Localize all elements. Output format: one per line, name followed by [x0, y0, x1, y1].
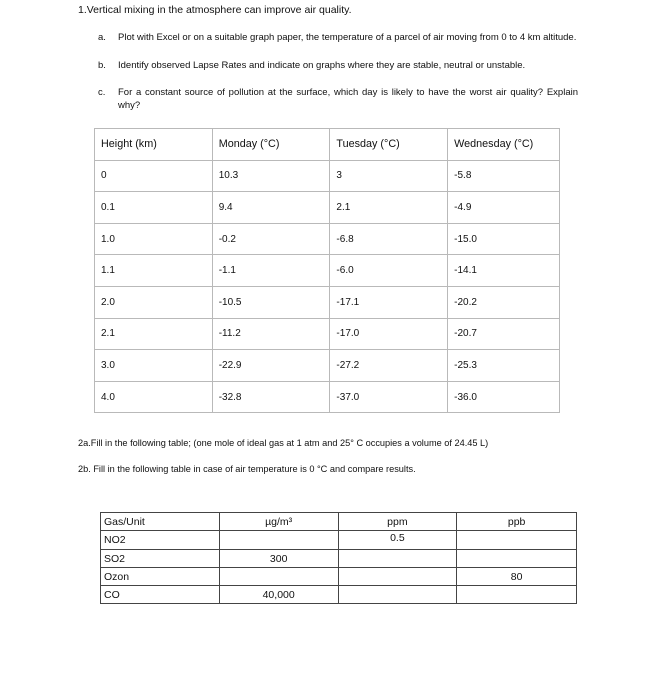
table-cell: -17.0 — [330, 318, 448, 350]
table-cell: -5.8 — [448, 160, 560, 192]
table-cell: 0 — [95, 160, 213, 192]
table-row — [101, 586, 577, 604]
table-cell: CO — [101, 586, 220, 604]
table-row — [95, 255, 560, 287]
table-cell: 3 — [330, 160, 448, 192]
table-row — [95, 160, 560, 192]
table-cell: 2.1 — [330, 192, 448, 224]
table-cell — [219, 531, 338, 550]
table-row — [95, 318, 560, 350]
subquestion-label: c. — [98, 87, 106, 98]
table-cell: -11.2 — [212, 318, 330, 350]
temperature-table — [94, 128, 560, 413]
table-cell: -1.1 — [212, 255, 330, 287]
table-cell: -0.2 — [212, 223, 330, 255]
table-cell: 1.0 — [95, 223, 213, 255]
table-cell — [457, 550, 577, 568]
subquestion-text: Plot with Excel or on a suitable graph paper, the temperature of a parcel of air moving from 0 to 4 km altitude. — [118, 32, 577, 43]
table-cell: Ozon — [101, 568, 220, 586]
gas-units-table — [100, 512, 577, 604]
header-wednesday: Wednesday (°C) — [448, 129, 560, 161]
table-header-row — [95, 129, 560, 161]
header-gas-unit: Gas/Unit — [101, 513, 220, 531]
table-cell: 0.5 — [338, 531, 457, 550]
table-cell — [457, 531, 577, 550]
table-cell: NO2 — [101, 531, 220, 550]
table-cell: 80 — [457, 568, 577, 586]
header-monday: Monday (°C) — [212, 129, 330, 161]
table-cell: -22.9 — [212, 350, 330, 382]
table-cell: SO2 — [101, 550, 220, 568]
table-cell — [457, 586, 577, 604]
header-tuesday: Tuesday (°C) — [330, 129, 448, 161]
table-row — [101, 550, 577, 568]
note-2b: 2b. Fill in the following table in case of air temperature is 0 °C and compare results. — [78, 464, 416, 474]
table-cell: 4.0 — [95, 381, 213, 413]
table-cell: -25.3 — [448, 350, 560, 382]
table-cell: -10.5 — [212, 286, 330, 318]
table-cell: 40,000 — [219, 586, 338, 604]
table-cell: -20.2 — [448, 286, 560, 318]
header-height: Height (km) — [95, 129, 213, 161]
table-row — [101, 531, 577, 550]
table-cell: -20.7 — [448, 318, 560, 350]
table-cell: -15.0 — [448, 223, 560, 255]
table-header-row — [101, 513, 577, 531]
table-cell: -17.1 — [330, 286, 448, 318]
table-cell — [338, 586, 457, 604]
subquestion-text: Identify observed Lapse Rates and indicate on graphs where they are stable, neutral or unstable. — [118, 60, 526, 71]
table-cell — [338, 550, 457, 568]
header-ppm: ppm — [338, 513, 457, 531]
table-cell: -37.0 — [330, 381, 448, 413]
subquestion-label: a. — [98, 32, 106, 43]
note-2a: 2a.Fill in the following table; (one mole of ideal gas at 1 atm and 25° C occupies a volume of 24.45 L) — [78, 438, 489, 448]
table-row — [95, 286, 560, 318]
table-row — [101, 568, 577, 586]
table-cell: 3.0 — [95, 350, 213, 382]
table-cell: -6.8 — [330, 223, 448, 255]
table-cell: 10.3 — [212, 160, 330, 192]
table-cell — [338, 568, 457, 586]
subquestion-label: b. — [98, 60, 106, 71]
header-ppb: ppb — [457, 513, 577, 531]
table-cell: -27.2 — [330, 350, 448, 382]
table-cell: 9.4 — [212, 192, 330, 224]
table-cell: -32.8 — [212, 381, 330, 413]
table-cell: -36.0 — [448, 381, 560, 413]
table-row — [95, 192, 560, 224]
table-cell: -14.1 — [448, 255, 560, 287]
header-ugm3: µg/m³ — [219, 513, 338, 531]
table-cell: 1.1 — [95, 255, 213, 287]
table-cell: 300 — [219, 550, 338, 568]
table-cell: 0.1 — [95, 192, 213, 224]
table-cell: -4.9 — [448, 192, 560, 224]
table-row — [95, 350, 560, 382]
table-row — [95, 223, 560, 255]
table-cell: 2.1 — [95, 318, 213, 350]
table-row — [95, 381, 560, 413]
subquestion-text: For a constant source of pollution at the surface, which day is likely to have the worst air quality? Explain why? — [118, 87, 578, 111]
table-cell: -6.0 — [330, 255, 448, 287]
table-cell: 2.0 — [95, 286, 213, 318]
question-title: 1.Vertical mixing in the atmosphere can improve air quality. — [78, 4, 352, 16]
table-cell — [219, 568, 338, 586]
